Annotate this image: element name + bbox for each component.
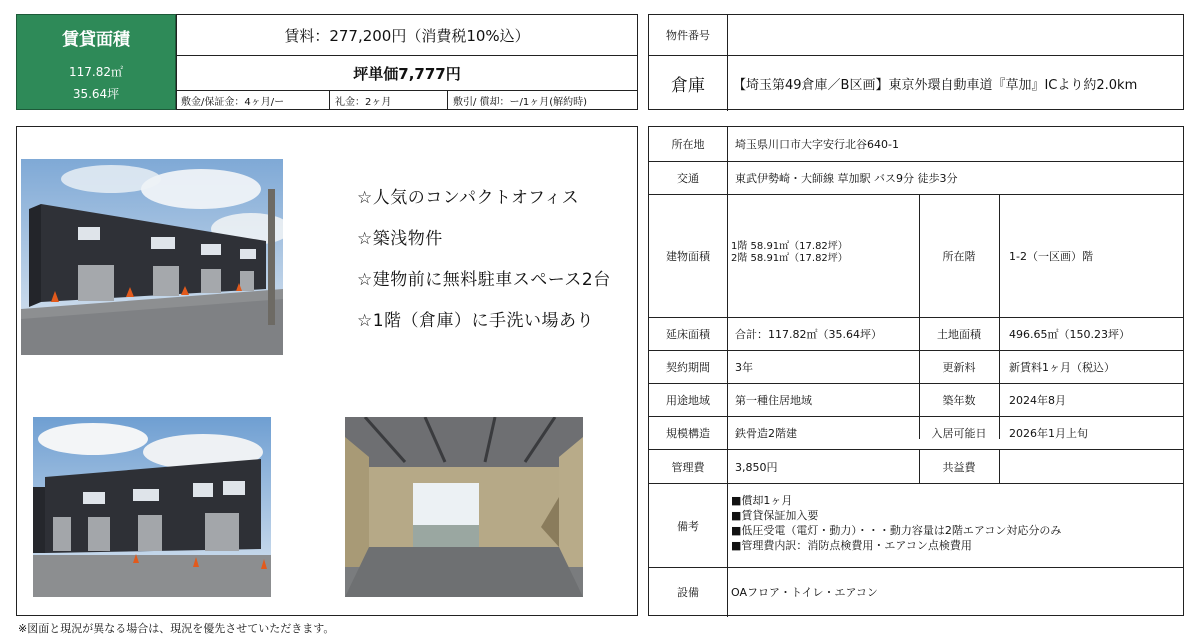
zoning-label: 用途地域 xyxy=(666,394,710,407)
area-summary xyxy=(16,14,176,110)
property-number xyxy=(733,15,1173,55)
feature-item: ☆人気のコンパクトオフィス xyxy=(357,188,580,208)
total-floor-value: 合計：117.82㎡（35.64坪） xyxy=(735,328,882,341)
access-value: 東武伊勢崎・大師線 草加駅 バス9分 徒歩3分 xyxy=(735,172,958,185)
property-header xyxy=(648,14,1184,110)
zoning-value: 第一種住居地域 xyxy=(735,394,812,407)
common-value xyxy=(1009,450,1179,483)
feature-item: ☆建物前に無料駐車スペース2台 xyxy=(357,270,611,290)
feature-item: ☆1階（倉庫）に手洗い場あり xyxy=(357,311,595,331)
building-area-floor1: 1階 58.91㎡（17.82坪） xyxy=(731,241,848,252)
building-area-floor2: 2階 58.91㎡（17.82坪） xyxy=(731,253,848,264)
remarks-item: ■低圧受電（電灯・動力）・・・動力容量は2階エアコン対応分のみ xyxy=(731,524,1062,537)
land-area-value: 496.65㎡（150.23坪） xyxy=(1009,328,1130,341)
area-label: 賃貸面積 xyxy=(62,30,130,50)
interior-photo xyxy=(345,417,583,597)
movein-label: 入居可能日 xyxy=(931,427,987,440)
movein-value: 2026年1月上旬 xyxy=(1009,427,1088,440)
building-photo-2 xyxy=(33,417,271,597)
equipment-label: 設備 xyxy=(677,586,699,599)
building-area-value xyxy=(731,241,848,265)
deposit: 敷金/保証金：4ヶ月/ー xyxy=(181,97,285,108)
remarks-label: 備考 xyxy=(677,519,699,533)
contract-label: 契約期間 xyxy=(666,361,710,374)
floor-value: 1-2（一区画）階 xyxy=(1009,250,1093,263)
renewal-value: 新賃料1ヶ月（税込） xyxy=(1009,361,1115,374)
location-value: 埼玉県川口市大字安行北谷640-1 xyxy=(735,138,899,151)
area-sqm: 117.82㎡ xyxy=(69,65,123,79)
floor-label: 所在階 xyxy=(942,250,976,263)
contract-value: 3年 xyxy=(735,361,753,374)
rent-amount: 賃料：277,200円（消費税10%込） xyxy=(284,26,530,45)
key-money: 礼金：2ヶ月 xyxy=(335,97,392,108)
structure-label: 規模構造 xyxy=(666,427,710,440)
age-value: 2024年8月 xyxy=(1009,394,1066,407)
unit-price: 坪単価7,777円 xyxy=(353,64,461,83)
common-label: 共益費 xyxy=(942,460,976,474)
building-area-label: 建物面積 xyxy=(666,250,710,263)
equipment-value: OAフロア・トイレ・エアコン xyxy=(731,586,878,599)
mgmt-value: 3,850円 xyxy=(735,460,778,474)
age-label: 築年数 xyxy=(942,394,976,407)
feature-item: ☆築浅物件 xyxy=(357,229,443,249)
renewal-label: 更新料 xyxy=(942,361,976,374)
total-floor-label: 延床面積 xyxy=(666,328,710,341)
mgmt-label: 管理費 xyxy=(671,460,705,474)
remarks-item: ■管理費内訳：消防点検費用・エアコン点検費用 xyxy=(731,539,972,552)
structure-value: 鉄骨造2階建 xyxy=(735,427,797,440)
photo-panel xyxy=(16,126,638,616)
property-title: 【埼玉第49倉庫／B区画】東京外環自動車道『草加』ICより約2.0km xyxy=(733,77,1138,93)
remarks-list xyxy=(731,493,1061,553)
land-area-label: 土地面積 xyxy=(937,328,981,341)
remarks-item: ■賃貸保証加入要 xyxy=(731,509,819,522)
details-table xyxy=(648,126,1184,616)
property-number-label: 物件番号 xyxy=(666,29,710,42)
property-type: 倉庫 xyxy=(671,75,705,96)
remarks-item: ■償却1ヶ月 xyxy=(731,494,793,507)
rent-summary xyxy=(176,14,638,110)
access-label: 交通 xyxy=(677,172,699,185)
area-tsubo: 35.64坪 xyxy=(72,87,120,101)
amortization: 敷引/ 償却：ー/1ヶ月(解約時) xyxy=(453,97,588,108)
footnote: ※図面と現況が異なる場合は、現況を優先させていただきます。 xyxy=(18,622,335,635)
location-label: 所在地 xyxy=(671,138,705,151)
building-photo-1 xyxy=(21,159,283,355)
